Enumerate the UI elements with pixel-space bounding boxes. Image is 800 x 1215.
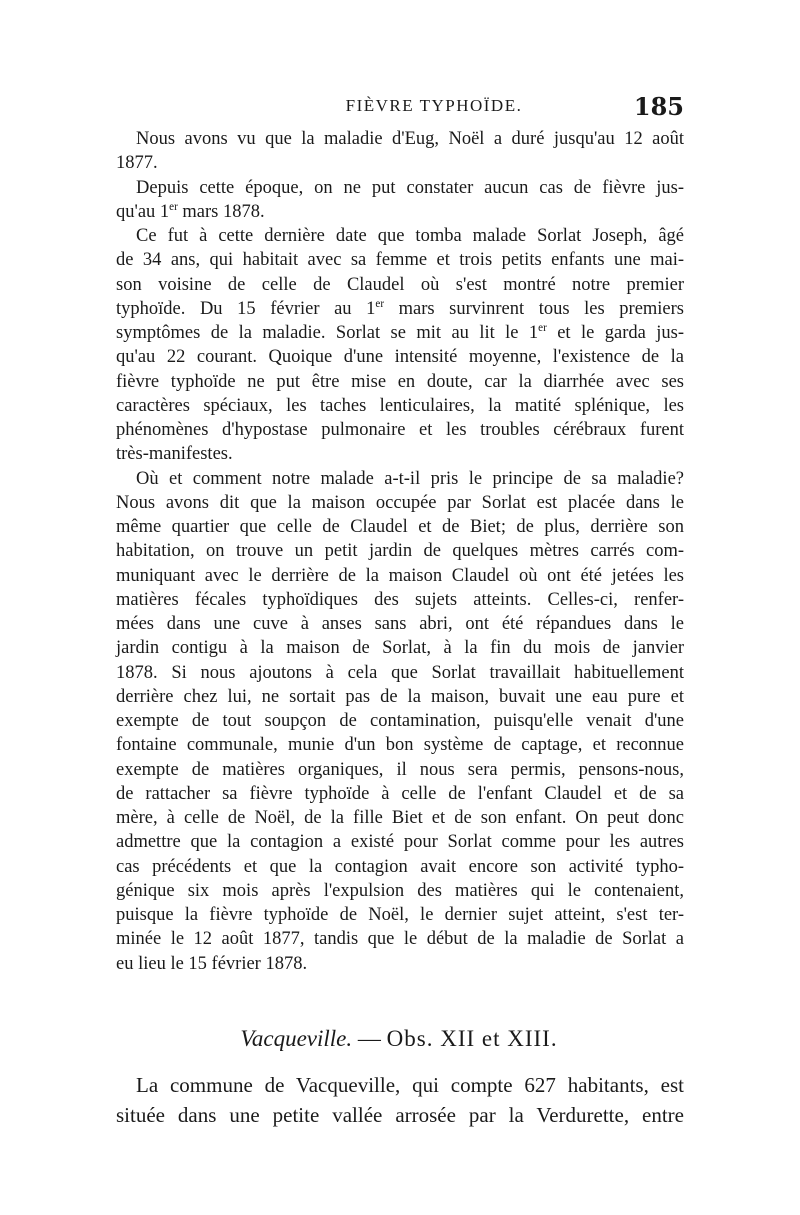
running-head <box>110 92 688 124</box>
text-line: habitation, on trouve un petit jardin de quelques mètres carrés com- <box>116 541 684 562</box>
text-line: Depuis cette époque, on ne put constater aucun cas de fièvre jus- <box>136 177 684 198</box>
text-line: de 34 ans, qui habitait avec sa femme et trois petits enfants une mai- <box>116 250 684 271</box>
text-line: minée le 12 août 1877, tandis que le début de la maladie de Sorlat a <box>116 929 684 950</box>
paragraph <box>116 224 684 467</box>
paragraph <box>116 176 684 225</box>
text-line: fièvre typhoïde ne put être mise en doute, car la diarrhée avec ses <box>116 371 684 392</box>
body-text <box>116 127 684 976</box>
text-line: phénomènes d'hypostase pulmonaire et les troubles cérébraux furent <box>116 420 684 440</box>
text-line: de rattacher sa fièvre typhoïde à celle de l'enfant Claudel et de sa <box>116 783 684 804</box>
section-heading-observations: Obs. XII et XIII. <box>386 1026 558 1051</box>
text-line: derrière chez lui, ne sortait pas de la maison, buvait une eau pure et <box>116 686 684 707</box>
text-line: Ce fut à cette dernière date que tomba malade Sorlat Joseph, âgé <box>136 226 684 246</box>
page-number: 185 <box>633 92 684 121</box>
section-heading-dash: — <box>357 1026 381 1051</box>
paragraph <box>116 467 684 976</box>
text-line: jardin contigu à la maison de Sorlat, à la fin du mois de janvier <box>116 638 684 659</box>
text-line: fontaine communale, munie d'un bon système de captage, et reconnue <box>116 735 684 756</box>
section-opening-paragraph <box>116 1070 684 1130</box>
text-line: Où et comment notre malade a-t-il pris le principe de sa maladie? <box>136 468 684 489</box>
text-line: mère, à celle de Noël, de la fille Biet et de son enfant. On peut donc <box>116 808 684 828</box>
section-heading <box>110 1024 688 1054</box>
text-line: mées dans une cuve à anses sans abri, ont été répandues dans le <box>116 614 684 634</box>
text-line: cas précédents et que la contagion avait encore son activité typho- <box>116 856 684 877</box>
text-line: très-manifestes. <box>116 444 233 465</box>
text-line: muniquant avec le derrière de la maison Claudel où ont été jetées les <box>116 565 684 586</box>
text-line: symptômes de la maladie. Sorlat se mit au lit le 1er et le garda jus- <box>116 321 684 343</box>
text-line: qu'au 22 courant. Quoique d'une intensité moyenne, l'existence de la <box>116 347 684 368</box>
text-line: matières fécales typhoïdiques des sujets atteints. Celles-ci, renfer- <box>116 589 684 610</box>
text-line: caractères spéciaux, les taches lenticulaires, la matité splénique, les <box>116 395 684 416</box>
text-line: située dans une petite vallée arrosée par la Verdurette, entre <box>116 1103 684 1127</box>
text-line: typhoïde. Du 15 février au 1er mars survinrent tous les premiers <box>116 297 684 319</box>
section-heading-place: Vacqueville. <box>240 1026 353 1051</box>
text-line: exempte de tout soupçon de contamination, puisqu'elle venait d'une <box>116 711 684 731</box>
text-line: qu'au 1er mars 1878. <box>116 200 265 222</box>
text-line: génique six mois après l'expulsion des matières qui le contenaient, <box>116 880 684 901</box>
text-line: 1877. <box>116 153 158 174</box>
text-line: exempte de matières organiques, il nous sera permis, pensons-nous, <box>116 759 684 780</box>
text-line: 1878. Si nous ajoutons à cela que Sorlat travaillait habituellement <box>116 662 684 683</box>
text-line: Nous avons vu que la maladie d'Eug, Noël a duré jusqu'au 12 août <box>136 129 684 149</box>
text-line: eu lieu le 15 février 1878. <box>116 953 308 974</box>
paragraph <box>116 127 684 176</box>
text-line: son voisine de celle de Claudel où s'est montré notre premier <box>116 274 684 295</box>
text-line: admettre que la contagion a existé pour Sorlat comme pour les autres <box>116 832 684 853</box>
text-line: La commune de Vacqueville, qui compte 627 habitants, est <box>136 1073 684 1097</box>
text-line: même quartier que celle de Claudel et de Biet; de plus, derrière son <box>116 517 684 537</box>
running-title: FIÈVRE TYPHOÏDE. <box>345 96 523 115</box>
text-line: Nous avons dit que la maison occupée par Sorlat est placée dans le <box>116 492 684 513</box>
text-line: puisque la fièvre typhoïde de Noël, le dernier sujet atteint, s'est ter- <box>116 905 684 925</box>
